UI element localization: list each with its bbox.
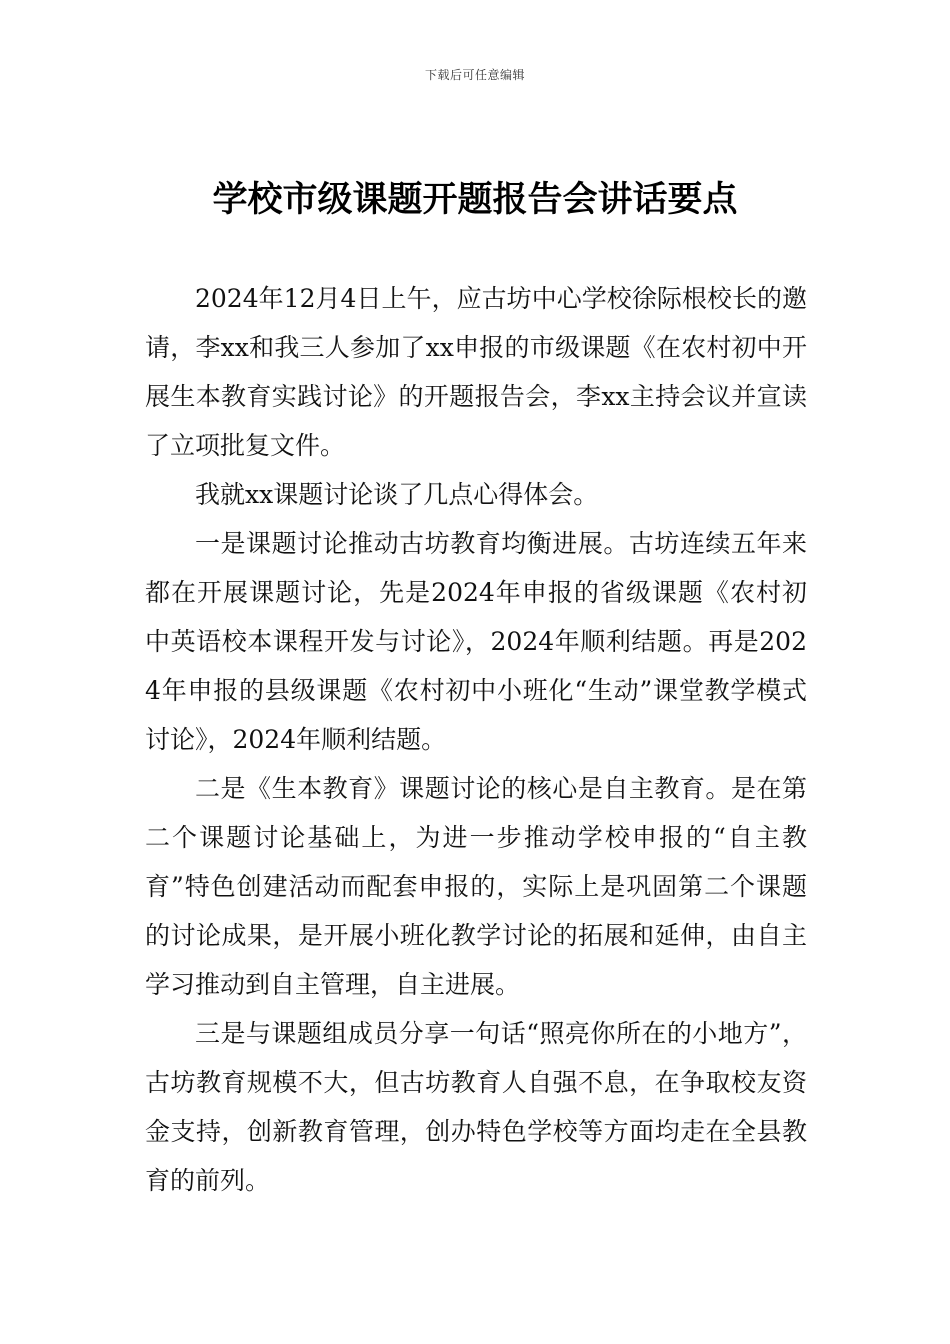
header-note: 下载后可任意编辑 [424,68,525,82]
document-body [145,274,807,1205]
paragraph-point-one: 一是课题讨论推动古坊教育均衡进展。古坊连续五年来都在开展课题讨论，先是2024年申报的省级课题《农村初中英语校本课程开发与讨论》，2024年顺利结题。再是2024年申报的县级课题《农村初中小班化“生动”课堂教学模式讨论》，2024年顺利结题。 [145,529,807,754]
document-title: 学校市级课题开题报告会讲话要点 [212,180,738,220]
paragraph-point-two: 二是《生本教育》课题讨论的核心是自主教育。是在第二个课题讨论基础上，为进一步推动学校申报的“自主教育”特色创建活动而配套申报的，实际上是巩固第二个课题的讨论成果，是开展小班化教学讨论的拓展和延伸，由自主学习推动到自主管理，自主进展。 [145,774,807,999]
paragraph-intro: 2024年12月4日上午，应古坊中心学校徐际根校长的邀请，李xx和我三人参加了xx申报的市级课题《在农村初中开展生本教育实践讨论》的开题报告会，李xx主持会议并宣读了立项批复文件。 [145,284,807,460]
paragraph-point-three: 三是与课题组成员分享一句话“照亮你所在的小地方”，古坊教育规模不大，但古坊教育人自强不息，在争取校友资金支持，创新教育管理，创办特色学校等方面均走在全县教育的前列。 [145,1019,807,1195]
paragraph-summary: 我就xx课题讨论谈了几点心得体会。 [195,480,599,509]
